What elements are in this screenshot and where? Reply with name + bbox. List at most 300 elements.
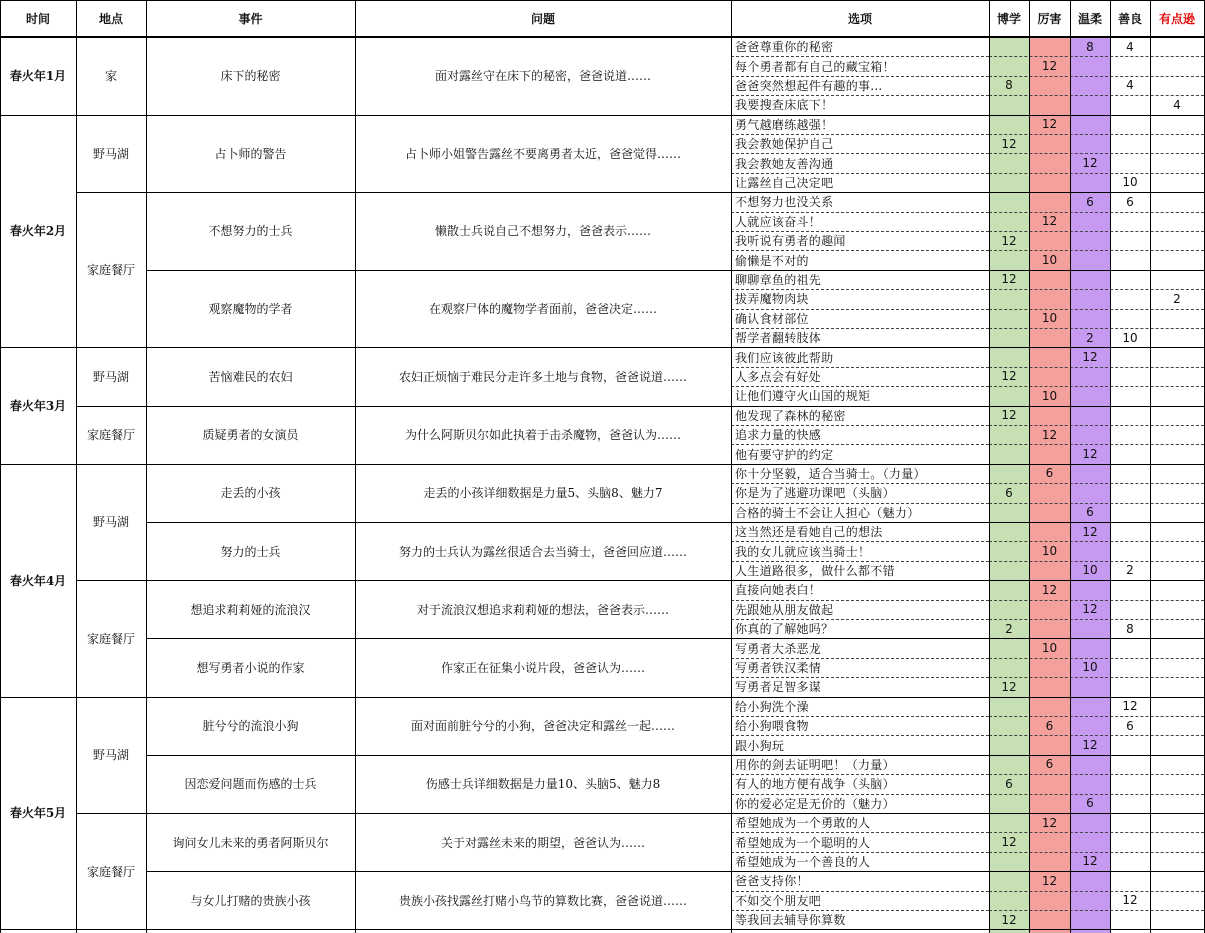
stat-value-youdianshan	[1150, 464, 1204, 483]
option-text: 我会教她友善沟通	[735, 156, 834, 171]
stat-value-youdianshan	[1150, 794, 1204, 813]
event-question: 走丢的小孩详细数据是力量5、头脑8、魅力7	[423, 486, 663, 501]
stat-value-lihai: 6	[1045, 718, 1054, 733]
event-name: 不想努力的士兵	[208, 224, 293, 239]
stat-value-shanliang	[1110, 755, 1150, 774]
stat-value-shanliang	[1110, 270, 1150, 289]
column-divider	[1150, 0, 1151, 933]
stat-value-boxue: 6	[1005, 485, 1013, 500]
stat-value-shanliang	[1110, 250, 1150, 269]
option-text: 希望她成为一个聪明的人	[735, 835, 871, 850]
stat-value-youdianshan	[1150, 425, 1204, 444]
stat-value-youdianshan	[1150, 638, 1204, 657]
stat-value-boxue	[989, 250, 1029, 269]
stat-value-shanliang	[1110, 503, 1150, 522]
stat-value-wenrou	[1070, 250, 1110, 269]
stat-value-shanliang	[1110, 406, 1150, 425]
stat-value-boxue: 12	[1001, 912, 1017, 927]
option-text: 聊聊章鱼的祖先	[735, 272, 822, 287]
place-name: 家庭餐厅	[86, 631, 135, 646]
option-text: 等我回去辅导你算数	[735, 913, 846, 928]
column-divider	[146, 0, 147, 933]
stat-value-lihai	[1029, 347, 1070, 366]
option-text: 我的女儿就应该当骑士！	[735, 544, 871, 559]
option-text: 我们应该彼此帮助	[735, 350, 834, 365]
stat-value-lihai	[1029, 619, 1070, 638]
stat-value-lihai	[1029, 561, 1070, 580]
event-question: 农妇正烦恼于难民分走许多土地与食物，爸爸说道……	[398, 369, 687, 384]
option-text: 希望她成为一个勇敢的人	[735, 816, 871, 831]
event-name: 因恋爱问题而伤感的士兵	[184, 777, 317, 792]
stat-value-lihai: 6	[1045, 757, 1054, 772]
stat-value-shanliang	[1110, 347, 1150, 366]
stat-value-youdianshan	[1150, 153, 1204, 172]
stat-value-lihai: 12	[1041, 427, 1058, 442]
stat-value-youdianshan	[1150, 580, 1204, 599]
event-name: 走丢的小孩	[220, 486, 281, 501]
option-text: 爸爸突然想起件有趣的事…	[735, 78, 883, 93]
stat-value-youdianshan	[1150, 561, 1204, 580]
stat-value-boxue	[989, 716, 1029, 735]
stat-value-lihai	[1029, 173, 1070, 192]
event-name: 询问女儿未来的勇者阿斯贝尔	[172, 835, 329, 850]
stat-value-boxue	[989, 658, 1029, 677]
stat-value-shanliang	[1110, 735, 1150, 754]
stat-value-youdianshan	[1150, 37, 1204, 56]
option-text: 爸爸支持你！	[735, 874, 809, 889]
stat-value-boxue	[989, 755, 1029, 774]
option-text: 先跟她从朋友做起	[735, 602, 834, 617]
option-text: 用你的剑去证明吧！（力量）	[735, 757, 895, 772]
stat-value-youdianshan	[1150, 910, 1204, 929]
stat-value-wenrou	[1070, 231, 1110, 250]
option-text: 追求力量的快感	[735, 428, 822, 443]
stat-value-shanliang	[1110, 483, 1150, 502]
option-text: 你的爱必定是无价的（魅力）	[735, 796, 895, 811]
stat-value-wenrou	[1070, 483, 1110, 502]
stat-value-wenrou	[1070, 386, 1110, 405]
stat-value-lihai	[1029, 697, 1070, 716]
stat-value-wenrou	[1070, 212, 1110, 231]
stat-value-boxue	[989, 328, 1029, 347]
stat-value-boxue	[989, 153, 1029, 172]
stat-value-youdianshan	[1150, 406, 1204, 425]
stat-value-wenrou	[1070, 367, 1110, 386]
place-name: 家	[104, 69, 117, 84]
stat-value-boxue	[989, 735, 1029, 754]
stat-value-wenrou: 12	[1082, 738, 1098, 753]
stat-value-boxue: 12	[1001, 369, 1017, 384]
stat-value-lihai: 12	[1041, 59, 1058, 74]
stat-value-wenrou	[1070, 173, 1110, 192]
stat-value-shanliang	[1110, 444, 1150, 463]
stat-value-boxue	[989, 173, 1029, 192]
column-divider	[1029, 0, 1030, 933]
stat-value-wenrou: 12	[1082, 854, 1098, 869]
stat-value-shanliang	[1110, 425, 1150, 444]
stat-value-boxue	[989, 386, 1029, 405]
stat-value-lihai	[1029, 134, 1070, 153]
stat-value-boxue	[989, 192, 1029, 211]
stat-value-wenrou	[1070, 871, 1110, 890]
stat-value-boxue	[989, 638, 1029, 657]
stat-value-lihai	[1029, 852, 1070, 871]
stat-value-shanliang	[1110, 677, 1150, 696]
header-stat-lihai: 厉害	[1037, 12, 1062, 26]
stat-value-boxue	[989, 503, 1029, 522]
stat-value-wenrou	[1070, 309, 1110, 328]
stat-value-shanliang	[1110, 580, 1150, 599]
option-text: 每个勇者都有自己的藏宝箱！	[735, 59, 895, 74]
stat-value-shanliang: 4	[1126, 78, 1134, 93]
event-name: 占卜师的警告	[214, 146, 287, 161]
stat-value-boxue	[989, 464, 1029, 483]
stat-value-lihai	[1029, 910, 1070, 929]
stat-value-shanliang	[1110, 386, 1150, 405]
stat-value-boxue	[989, 561, 1029, 580]
event-question: 懒散士兵说自己不想努力，爸爸表示……	[434, 224, 651, 239]
stat-value-boxue	[989, 852, 1029, 871]
stat-value-lihai	[1029, 735, 1070, 754]
stat-value-youdianshan	[1150, 755, 1204, 774]
stat-value-lihai	[1029, 774, 1070, 793]
place-name: 野马湖	[92, 369, 129, 384]
stat-value-youdianshan	[1150, 871, 1204, 890]
event-question: 对于流浪汉想追求莉莉娅的想法，爸爸表示……	[416, 602, 669, 617]
stat-value-lihai: 12	[1041, 815, 1058, 830]
event-name: 床下的秘密	[220, 69, 281, 84]
stat-value-lihai: 12	[1041, 214, 1058, 229]
column-divider	[1070, 0, 1071, 933]
stat-value-wenrou: 10	[1082, 660, 1098, 675]
option-text: 有人的地方便有战争（头脑）	[735, 777, 895, 792]
stat-value-wenrou	[1070, 134, 1110, 153]
stat-value-lihai	[1029, 95, 1070, 114]
stat-value-youdianshan	[1150, 328, 1204, 347]
event-question: 伤感士兵详细数据是力量10、头脑5、魅力8	[425, 777, 661, 792]
stat-value-youdianshan	[1150, 774, 1204, 793]
header-divider	[0, 36, 1204, 38]
option-text: 合格的骑士不会让人担心（魅力）	[735, 505, 920, 520]
stat-value-shanliang	[1110, 910, 1150, 929]
stat-value-youdianshan	[1150, 541, 1204, 560]
option-text: 他有要守护的约定	[735, 447, 834, 462]
place-name: 家庭餐厅	[86, 428, 135, 443]
stat-value-lihai: 10	[1041, 641, 1058, 656]
place-name: 家庭餐厅	[86, 263, 135, 278]
stat-value-youdianshan	[1150, 522, 1204, 541]
option-text: 你是为了逃避功课吧（头脑）	[735, 486, 895, 501]
stat-value-shanliang	[1110, 813, 1150, 832]
event-name: 脏兮兮的流浪小狗	[202, 719, 299, 734]
stat-value-youdianshan	[1150, 813, 1204, 832]
option-text: 跟小狗玩	[735, 738, 785, 753]
event-question: 面对面前脏兮兮的小狗，爸爸决定和露丝一起……	[410, 719, 675, 734]
stat-value-boxue: 12	[1001, 679, 1017, 694]
stat-value-lihai	[1029, 444, 1070, 463]
option-text: 确认食材部位	[735, 311, 809, 326]
stat-value-youdianshan	[1150, 386, 1204, 405]
header-stat-boxue: 博学	[996, 12, 1021, 26]
stat-value-shanliang	[1110, 115, 1150, 134]
option-text: 你十分坚毅，适合当骑士。（力量）	[735, 466, 926, 481]
option-text: 写勇者足智多谋	[735, 680, 822, 695]
header-place: 地点	[98, 12, 123, 26]
stat-value-shanliang: 10	[1122, 175, 1138, 190]
stat-value-wenrou	[1070, 697, 1110, 716]
stat-value-boxue	[989, 115, 1029, 134]
stat-value-youdianshan	[1150, 600, 1204, 619]
stat-value-wenrou	[1070, 716, 1110, 735]
place-name: 野马湖	[92, 748, 129, 763]
stat-value-shanliang: 10	[1122, 330, 1138, 345]
stat-value-wenrou: 12	[1082, 350, 1098, 365]
stat-value-wenrou	[1070, 464, 1110, 483]
stat-value-boxue	[989, 522, 1029, 541]
stat-value-boxue: 6	[1005, 776, 1013, 791]
stat-value-youdianshan	[1150, 503, 1204, 522]
column-divider	[989, 0, 990, 933]
stat-value-wenrou	[1070, 813, 1110, 832]
stat-value-lihai: 12	[1041, 873, 1058, 888]
stat-value-youdianshan	[1150, 483, 1204, 502]
stat-value-lihai	[1029, 328, 1070, 347]
stat-value-wenrou: 12	[1082, 156, 1098, 171]
option-text: 人多点会有好处	[735, 369, 822, 384]
stat-value-wenrou: 2	[1086, 330, 1094, 345]
event-name: 苦恼难民的农妇	[208, 369, 293, 384]
stat-value-youdianshan	[1150, 852, 1204, 871]
stat-value-lihai	[1029, 367, 1070, 386]
header-stat-youdianshan: 有点逊	[1158, 12, 1195, 26]
event-question: 占卜师小姐警告露丝不要离勇者太近，爸爸觉得……	[404, 146, 681, 161]
option-text: 勇气越磨练越强！	[735, 117, 834, 132]
header-options: 选项	[847, 12, 872, 26]
stat-value-youdianshan	[1150, 115, 1204, 134]
stat-value-wenrou: 8	[1086, 39, 1094, 54]
event-question: 努力的士兵认为露丝很适合去当骑士，爸爸回应道……	[398, 544, 687, 559]
event-name: 观察魔物的学者	[208, 302, 293, 317]
stat-value-shanliang	[1110, 871, 1150, 890]
option-text: 不如交个朋友吧	[735, 893, 822, 908]
stat-value-shanliang	[1110, 212, 1150, 231]
stat-value-shanliang	[1110, 774, 1150, 793]
month-label: 春火年1月	[9, 69, 67, 84]
stat-value-wenrou	[1070, 270, 1110, 289]
stat-value-boxue: 12	[1001, 408, 1017, 423]
stat-value-shanliang: 6	[1126, 718, 1134, 733]
stat-value-shanliang	[1110, 852, 1150, 871]
stat-value-lihai	[1029, 76, 1070, 95]
event-name: 努力的士兵	[220, 544, 281, 559]
stat-value-shanliang: 2	[1126, 563, 1134, 578]
option-text: 直接向她表白！	[735, 583, 822, 598]
month-label: 春火年3月	[9, 399, 67, 414]
option-text: 爸爸尊重你的秘密	[735, 40, 834, 55]
stat-value-boxue	[989, 871, 1029, 890]
place-name: 家庭餐厅	[86, 864, 135, 879]
stat-value-wenrou	[1070, 619, 1110, 638]
month-label: 春火年5月	[9, 806, 67, 821]
stat-value-lihai	[1029, 658, 1070, 677]
stat-value-boxue: 2	[1005, 621, 1013, 636]
stat-value-wenrou	[1070, 891, 1110, 910]
stat-value-youdianshan	[1150, 619, 1204, 638]
stat-value-wenrou	[1070, 406, 1110, 425]
stat-value-wenrou	[1070, 541, 1110, 560]
stat-value-youdianshan	[1150, 735, 1204, 754]
stat-value-wenrou: 12	[1082, 447, 1098, 462]
stat-value-wenrou	[1070, 580, 1110, 599]
column-divider	[355, 0, 356, 933]
stat-value-youdianshan	[1150, 658, 1204, 677]
stat-value-youdianshan	[1150, 212, 1204, 231]
stat-value-shanliang	[1110, 95, 1150, 114]
option-text: 人生道路很多，做什么都不错	[735, 563, 895, 578]
column-divider	[731, 0, 732, 933]
stat-value-wenrou	[1070, 774, 1110, 793]
header-stat-shanliang: 善良	[1117, 12, 1142, 26]
column-divider	[76, 0, 77, 933]
option-text: 希望她成为一个善良的人	[735, 854, 871, 869]
stat-value-lihai: 10	[1041, 311, 1058, 326]
option-text: 拔弄魔物肉块	[735, 292, 809, 307]
stat-value-boxue: 12	[1001, 272, 1017, 287]
stat-value-lihai	[1029, 503, 1070, 522]
stat-value-lihai	[1029, 522, 1070, 541]
month-label: 春火年4月	[9, 573, 67, 588]
stat-value-youdianshan	[1150, 250, 1204, 269]
event-name: 想追求莉莉娅的流浪汉	[190, 602, 311, 617]
stat-value-boxue	[989, 600, 1029, 619]
stat-value-shanliang	[1110, 541, 1150, 560]
stat-value-wenrou	[1070, 115, 1110, 134]
header-question: 问题	[530, 12, 555, 26]
stat-value-boxue	[989, 309, 1029, 328]
stat-value-boxue	[989, 56, 1029, 75]
header-stat-wenrou: 温柔	[1077, 12, 1102, 26]
stat-value-lihai: 12	[1041, 582, 1058, 597]
stat-value-youdianshan	[1150, 891, 1204, 910]
header-event: 事件	[238, 12, 263, 26]
stat-value-wenrou	[1070, 56, 1110, 75]
stat-value-youdianshan	[1150, 367, 1204, 386]
stat-value-wenrou	[1070, 425, 1110, 444]
header-time: 时间	[25, 12, 50, 26]
option-text: 我会教她保护自己	[735, 137, 834, 152]
event-question: 关于对露丝未来的期望，爸爸认为……	[440, 835, 645, 850]
stat-value-shanliang	[1110, 600, 1150, 619]
option-text: 人就应该奋斗！	[735, 214, 822, 229]
event-question: 作家正在征集小说片段，爸爸认为……	[440, 660, 645, 675]
event-name: 与女儿打赌的贵族小孩	[190, 893, 311, 908]
stat-value-boxue	[989, 580, 1029, 599]
stat-value-youdianshan	[1150, 347, 1204, 366]
option-text: 这当然还是看她自己的想法	[735, 525, 883, 540]
stat-value-lihai	[1029, 832, 1070, 851]
event-name: 质疑勇者的女演员	[202, 428, 299, 443]
stat-value-boxue: 12	[1001, 835, 1017, 850]
stat-value-shanliang	[1110, 522, 1150, 541]
stat-value-boxue	[989, 289, 1029, 308]
stat-value-boxue	[989, 95, 1029, 114]
stat-value-boxue: 12	[1001, 136, 1017, 151]
event-question: 在观察尸体的魔物学者面前，爸爸决定……	[428, 302, 657, 317]
stat-value-shanliang	[1110, 794, 1150, 813]
column-divider	[0, 0, 1, 933]
stat-value-youdianshan: 4	[1173, 97, 1181, 112]
event-question: 贵族小孩找露丝打赌小鸟节的算数比赛，爸爸说道……	[398, 893, 687, 908]
stat-value-youdianshan	[1150, 134, 1204, 153]
stat-value-shanliang: 6	[1126, 194, 1134, 209]
stat-value-youdianshan	[1150, 76, 1204, 95]
option-text: 他发现了森林的秘密	[735, 408, 846, 423]
stat-value-wenrou: 6	[1086, 796, 1094, 811]
stat-value-shanliang	[1110, 309, 1150, 328]
stat-value-lihai	[1029, 483, 1070, 502]
stat-value-youdianshan	[1150, 173, 1204, 192]
option-text: 不想努力也没关系	[735, 195, 834, 210]
stat-value-youdianshan: 2	[1173, 291, 1181, 306]
stat-value-shanliang	[1110, 153, 1150, 172]
column-divider	[1110, 0, 1111, 933]
stat-value-shanliang	[1110, 231, 1150, 250]
stat-value-lihai: 12	[1041, 117, 1058, 132]
stat-value-wenrou	[1070, 638, 1110, 657]
option-text: 让他们遵守火山国的规矩	[735, 389, 871, 404]
stat-value-lihai	[1029, 677, 1070, 696]
stat-value-lihai	[1029, 891, 1070, 910]
stat-value-lihai	[1029, 289, 1070, 308]
stat-value-youdianshan	[1150, 716, 1204, 735]
stat-value-boxue	[989, 813, 1029, 832]
stat-value-shanliang: 4	[1126, 39, 1134, 54]
option-text: 我听说有勇者的趣闻	[735, 234, 846, 249]
stat-value-wenrou	[1070, 95, 1110, 114]
stat-value-lihai	[1029, 270, 1070, 289]
option-text: 写勇者大杀恶龙	[735, 641, 822, 656]
stat-value-wenrou	[1070, 832, 1110, 851]
stat-value-wenrou: 6	[1086, 194, 1094, 209]
stat-value-shanliang	[1110, 56, 1150, 75]
stat-value-wenrou: 6	[1086, 505, 1094, 520]
stat-value-youdianshan	[1150, 697, 1204, 716]
stat-value-lihai	[1029, 231, 1070, 250]
stat-value-shanliang	[1110, 658, 1150, 677]
stat-value-lihai	[1029, 37, 1070, 56]
stat-value-wenrou	[1070, 755, 1110, 774]
stat-value-wenrou: 12	[1082, 602, 1098, 617]
place-name: 野马湖	[92, 146, 129, 161]
stat-value-lihai: 10	[1041, 388, 1058, 403]
stat-value-youdianshan	[1150, 309, 1204, 328]
stat-value-youdianshan	[1150, 444, 1204, 463]
stat-value-shanliang	[1110, 638, 1150, 657]
stat-value-shanliang: 12	[1122, 699, 1138, 714]
stat-value-shanliang	[1110, 464, 1150, 483]
stat-value-shanliang	[1110, 832, 1150, 851]
stat-value-youdianshan	[1150, 231, 1204, 250]
option-text: 帮学者翻转肢体	[735, 331, 822, 346]
row-divider	[0, 0, 1204, 1]
month-label: 春火年2月	[9, 224, 67, 239]
event-question: 面对露丝守在床下的秘密，爸爸说道……	[434, 69, 651, 84]
stat-value-boxue	[989, 891, 1029, 910]
stat-value-shanliang	[1110, 367, 1150, 386]
stat-value-youdianshan	[1150, 832, 1204, 851]
stat-value-wenrou: 12	[1082, 524, 1098, 539]
stat-value-shanliang	[1110, 289, 1150, 308]
